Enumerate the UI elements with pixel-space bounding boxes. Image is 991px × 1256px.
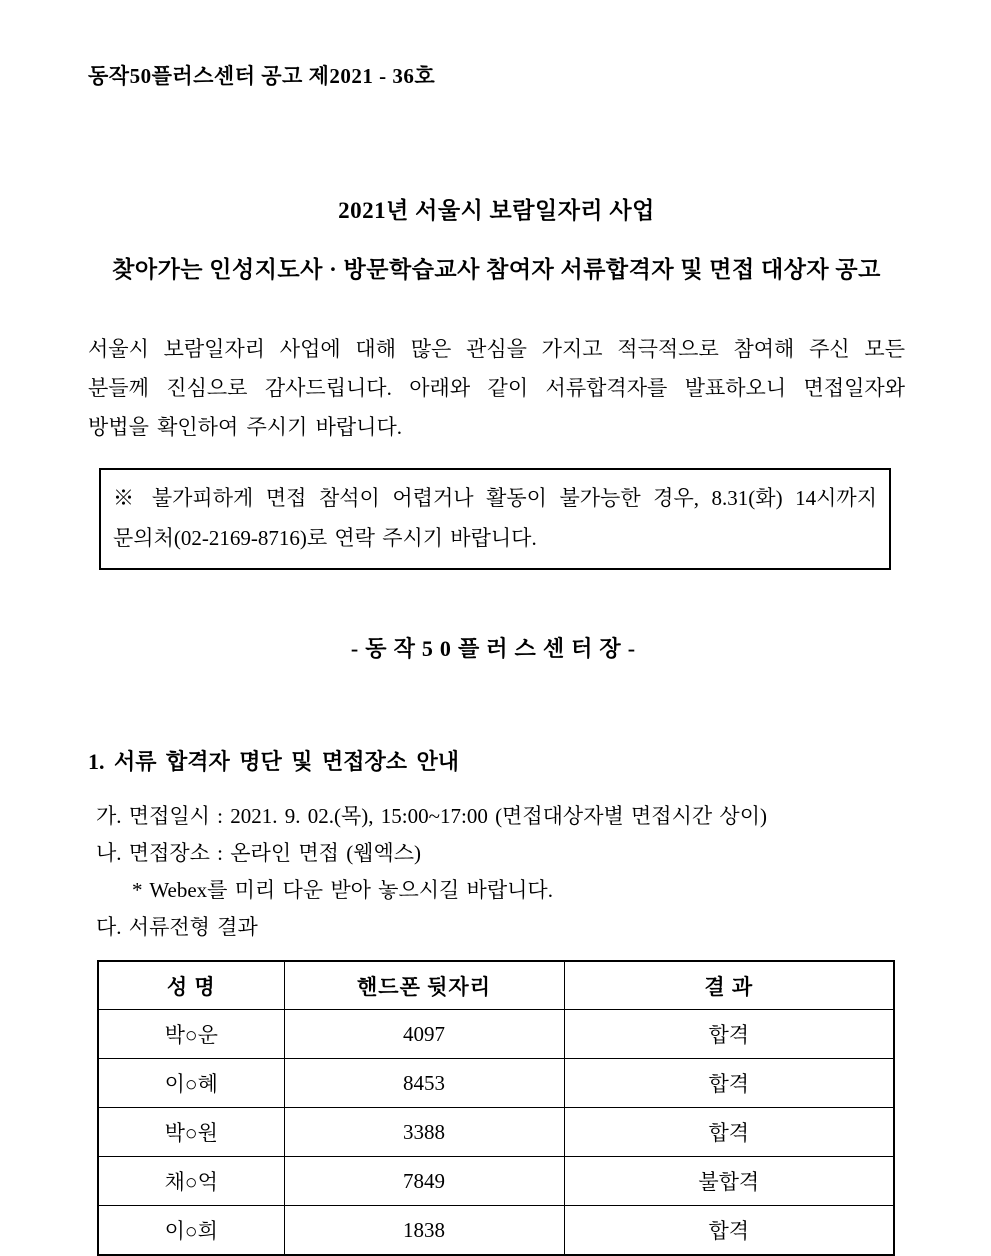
cell-result: 합격 [564,1108,894,1157]
intro-paragraph: 서울시 보람일자리 사업에 대해 많은 관심을 가지고 적극적으로 참여해 주신 모든 분들께 진심으로 감사드립니다. 아래와 같이 서류합격자를 발표하오니 면접일자와 방법을 확인하여 주시기 바랍니다. [88,337,905,439]
item-interview-place: 나. 면접장소 : 온라인 면접 (웹엑스) [96,841,422,865]
table-row [98,1206,894,1256]
cell-phone: 4097 [284,1010,564,1059]
cell-result: 합격 [564,1059,894,1108]
col-header-name: 성 명 [98,961,284,1010]
col-header-result: 결 과 [564,961,894,1010]
table-header-row [98,961,894,1010]
table-row [98,1010,894,1059]
signature-line: -동작50플러스센터장- [350,636,643,661]
screening-result-table [97,960,895,1256]
item-screening-result: 다. 서류전형 결과 [96,915,258,939]
cell-name: 박○원 [98,1108,284,1157]
cell-phone: 3388 [284,1108,564,1157]
table-row [98,1059,894,1108]
cell-name: 박○운 [98,1010,284,1059]
cell-name: 이○혜 [98,1059,284,1108]
doc-title-line2: 찾아가는 인성지도사 · 방문학습교사 참여자 서류합격자 및 면접 대상자 공고 [112,257,881,282]
cell-name: 이○희 [98,1206,284,1256]
cell-name: 채○억 [98,1157,284,1206]
table-row [98,1108,894,1157]
table-row [98,1157,894,1206]
col-header-phone: 핸드폰 뒷자리 [284,961,564,1010]
cell-result: 불합격 [564,1157,894,1206]
section1-heading: 1. 서류 합격자 명단 및 면접장소 안내 [88,749,460,774]
item-webex-note: * Webex를 미리 다운 받아 놓으시길 바랍니다. [132,878,553,902]
title-block [88,192,905,284]
cell-result: 합격 [564,1010,894,1059]
item-interview-datetime: 가. 면접일시 : 2021. 9. 02.(목), 15:00~17:00 (면접대상자별 면접시간 상이) [96,804,767,828]
cell-phone: 7849 [284,1157,564,1206]
notice-box: ※ 불가피하게 면접 참석이 어렵거나 활동이 불가능한 경우, 8.31(화) 14시까지 문의처(02-2169-8716)로 연락 주시기 바랍니다. [99,468,891,570]
cell-result: 합격 [564,1206,894,1256]
section1-items [88,798,905,946]
cell-phone: 8453 [284,1059,564,1108]
doc-number: 동작50플러스센터 공고 제2021 - 36호 [88,64,436,88]
cell-phone: 1838 [284,1206,564,1256]
doc-title-line1: 2021년 서울시 보람일자리 사업 [338,198,655,223]
